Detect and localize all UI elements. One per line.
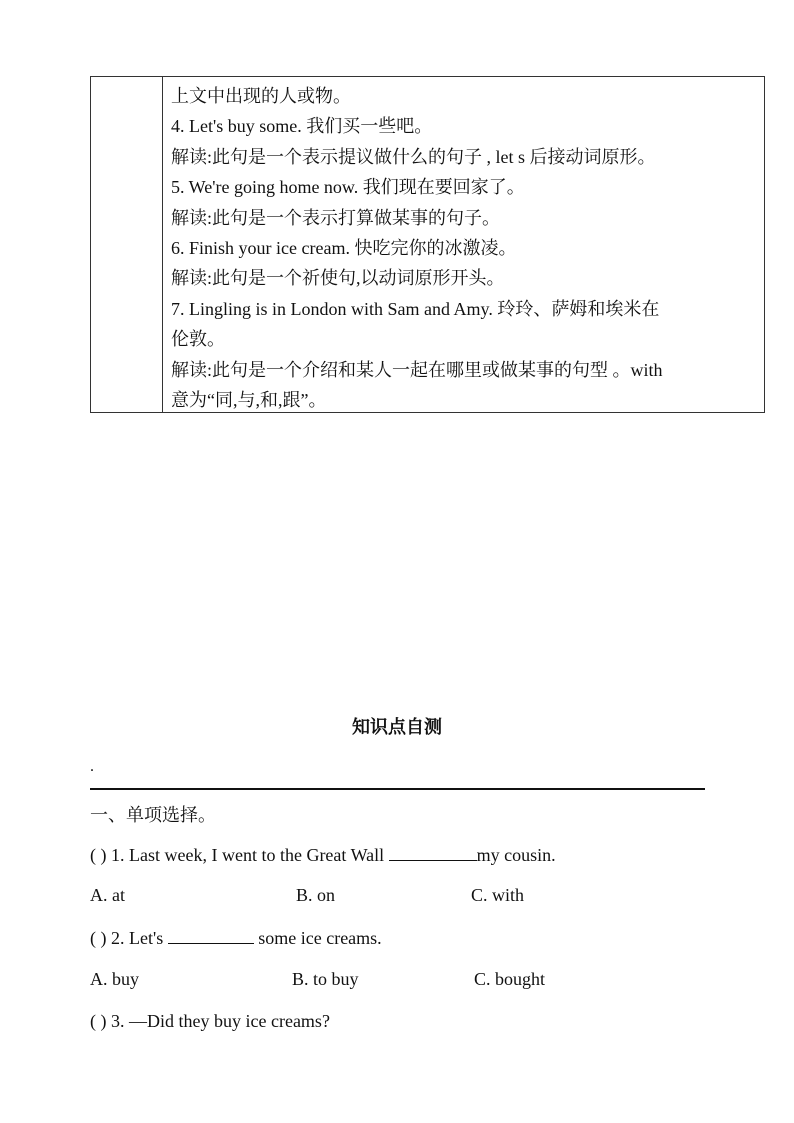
- question-text-end: some ice creams.: [253, 928, 382, 948]
- option-b[interactable]: B. on: [296, 885, 336, 905]
- question-1: [90, 844, 556, 866]
- table-line-10: 解读:此句是一个介绍和某人一起在哪里或做某事的句型 。with: [171, 359, 663, 380]
- table-line-8: 7. Lingling is in London with Sam and Amy. 玲玲、萨姆和埃米在: [171, 298, 660, 319]
- question-text: 3. —Did they buy ice creams?: [111, 1011, 330, 1031]
- stray-dot: .: [90, 758, 94, 775]
- table-line-4: 5. We're going home now. 我们现在要回家了。: [171, 177, 525, 198]
- table-line-3: 解读:此句是一个表示提议做什么的句子 , let s 后接动词原形。: [171, 146, 656, 167]
- question-text: 1. Last week, I went to the Great Wall: [111, 845, 389, 865]
- table-content-cell: [171, 81, 756, 415]
- table-line-11: 意为“同,与,和,跟”。: [171, 390, 327, 411]
- table-line-5: 解读:此句是一个表示打算做某事的句子。: [171, 207, 500, 228]
- part-title: 一、单项选择。: [90, 805, 216, 825]
- question-text: 2. Let's: [111, 928, 168, 948]
- section-heading: 知识点自测: [352, 717, 442, 738]
- table-line-1: 上文中出现的人或物。: [171, 86, 351, 106]
- fill-blank[interactable]: [389, 844, 477, 861]
- question-2: [90, 927, 382, 949]
- table-line-9: 伦敦。: [171, 329, 225, 350]
- answer-paren[interactable]: ( ): [90, 1011, 107, 1031]
- table-line-7: 解读:此句是一个祈使句,以动词原形开头。: [171, 268, 505, 289]
- table-line-6: 6. Finish your ice cream. 快吃完你的冰激凌。: [171, 238, 517, 259]
- option-a[interactable]: A. at: [90, 885, 125, 905]
- fill-blank[interactable]: [168, 927, 254, 944]
- section-divider: [90, 788, 705, 790]
- answer-paren[interactable]: ( ): [90, 845, 107, 865]
- option-a[interactable]: A. buy: [90, 969, 139, 989]
- table-line-2: 4. Let's buy some. 我们买一些吧。: [171, 116, 433, 137]
- question-text-end: my cousin.: [476, 845, 556, 865]
- option-c[interactable]: C. bought: [474, 969, 546, 989]
- option-c[interactable]: C. with: [471, 885, 525, 905]
- option-b[interactable]: B. to buy: [292, 969, 359, 989]
- explanation-table: [90, 76, 765, 413]
- answer-paren[interactable]: ( ): [90, 928, 107, 948]
- question-3: [90, 1011, 330, 1032]
- table-left-column: [91, 77, 163, 412]
